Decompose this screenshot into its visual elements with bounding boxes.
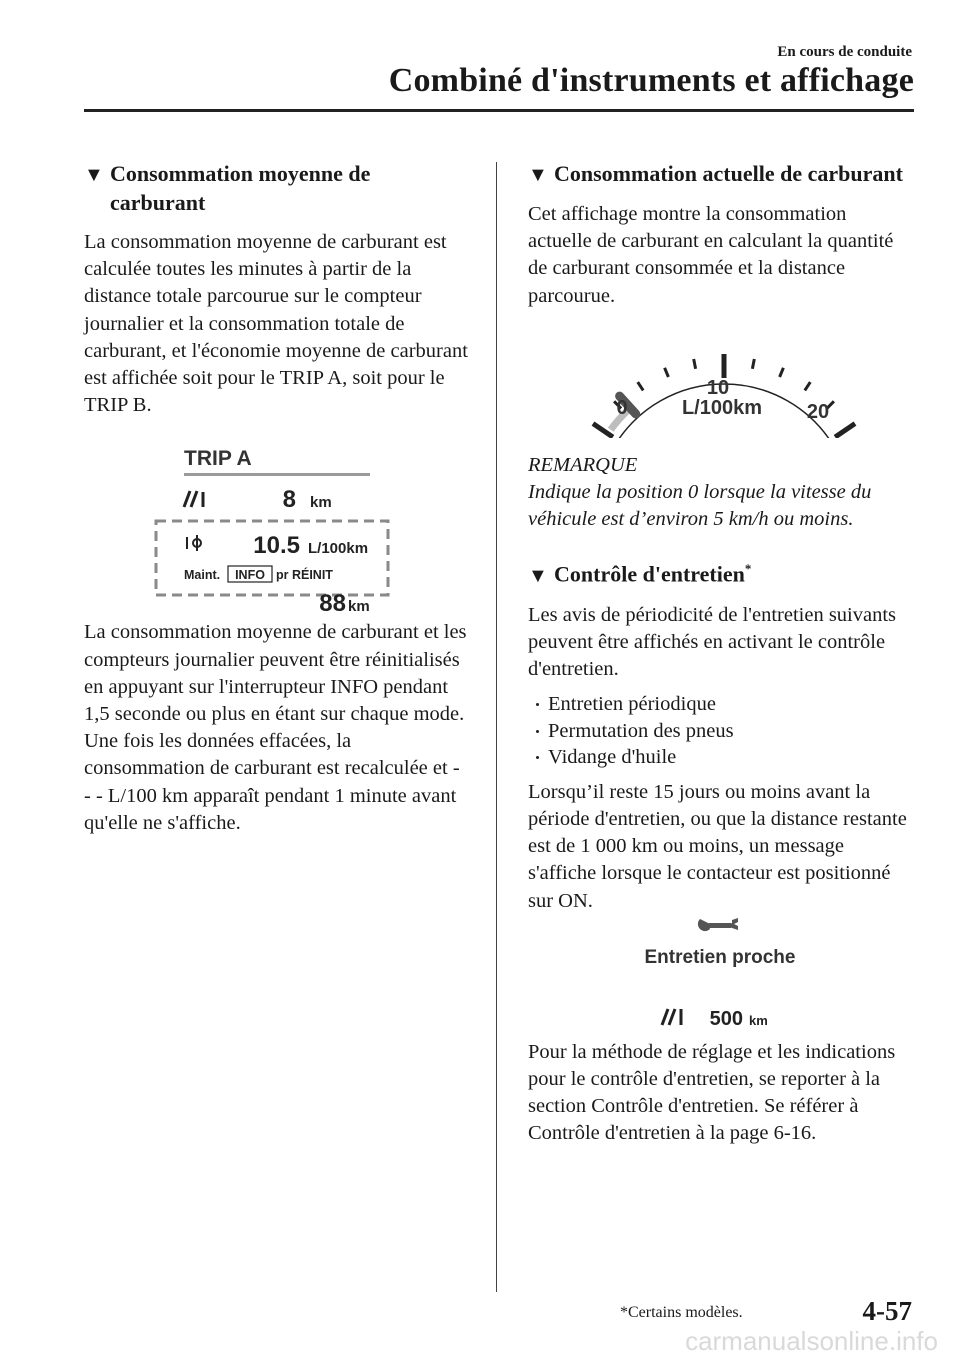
gauge-tick	[780, 368, 784, 377]
gauge-tick	[638, 382, 644, 390]
paragraph-maintenance-reference: Pour la méthode de réglage et les indications pour le contrôle d'entretien, se reporter à la section Contrôle d'entretien. Se référer à Contrôle d'entretien à la page 6-16.	[528, 1040, 896, 1145]
maint-prefix: Maint.	[184, 568, 221, 583]
odometer-value: 88	[319, 590, 346, 614]
fuel-consumption-icon	[187, 535, 201, 551]
consumption-gauge	[528, 322, 914, 438]
gauge-tick	[805, 382, 811, 390]
footnote: *Certains modèles.	[620, 1304, 743, 1321]
trip-distance-unit: km	[310, 494, 332, 512]
trip-display-figure	[84, 433, 470, 613]
info-button-label: INFO	[235, 568, 265, 583]
page-title: Combiné d'instruments et affichage	[388, 62, 914, 99]
remark-title: REMARQUE	[528, 453, 638, 476]
heading-avg-consumption: ▼ Consommation moyenne de carburant	[84, 161, 371, 215]
maintenance-message: Entretien proche	[644, 946, 796, 968]
gauge-tick	[665, 368, 669, 377]
remark-text: Indique la position 0 lorsque la vitesse du véhicule est d’environ 5 km/h ou moins.	[528, 481, 872, 531]
trip-display-illustration	[84, 433, 470, 613]
page-number: 4-57	[862, 1296, 912, 1326]
column-divider	[496, 162, 497, 1292]
trip-meter-icon	[662, 1009, 681, 1025]
trip-distance-value: 8	[282, 486, 296, 514]
trip-underline	[184, 473, 370, 476]
gauge-min-label: 0	[616, 396, 628, 419]
heading-maintenance: ▼ Contrôle d'entretien*	[528, 555, 914, 589]
paragraph-reset-info: La consommation moyenne de carburant et les compteurs journalier peuvent être réinitialisés en appuyant sur l'interrupteur INFO pendant 1,5 seconde ou plus en étant sur chaque mode. Une fois les données effacées, la consommation de carburant est recalculée et - - - L/100 km apparaît pendant 1 minute avant qu'elle ne s'affiche.	[84, 621, 467, 834]
maintenance-list	[528, 691, 914, 771]
consumption-gauge-figure	[528, 322, 914, 438]
avg-consumption-value: 10.5	[253, 532, 300, 560]
triangle-down-icon: ▼	[528, 564, 548, 587]
maintenance-display	[528, 917, 914, 1033]
gauge-unit-label: L/100km	[681, 396, 763, 419]
left-column	[84, 160, 470, 837]
gauge-tick	[752, 359, 754, 369]
gauge-max-label: 20	[806, 400, 830, 423]
odometer-unit: km	[348, 598, 370, 614]
watermark: carmanualsonline.info	[685, 1326, 938, 1356]
paragraph-avg-consumption: La consommation moyenne de carburant est calculée toutes les minutes à partir de la distance totale parcourue sur le compteur journalier et la consommation totale de carburant, et l'économie moyenne de carburant est affichée soit pour le TRIP A, soit pour le TRIP B.	[84, 231, 468, 417]
list-item: Entretien périodique	[528, 691, 914, 718]
triangle-down-icon: ▼	[84, 164, 104, 186]
paragraph-current-consumption: Cet affichage montre la consommation actuelle de carburant en calculant la quantité de carburant consommée et la distance parcourue.	[528, 203, 894, 307]
maintenance-display-figure	[528, 917, 914, 1033]
wrench-icon	[698, 918, 738, 931]
right-column	[528, 160, 914, 1148]
list-item: Vidange d'huile	[528, 744, 914, 771]
gauge-tick	[835, 423, 855, 437]
header-divider	[84, 109, 914, 112]
trip-label: TRIP A	[184, 447, 252, 471]
paragraph-maintenance-message: Lorsqu’il reste 15 jours ou moins avant la période d'entretien, ou que la distance restante est de 1 000 km ou moins, un message s'affiche lorsque le contacteur est positionné sur ON.	[528, 780, 907, 912]
maint-reset-text: pr RÉINIT	[276, 568, 333, 583]
avg-consumption-unit: L/100km	[308, 540, 369, 558]
header-section-label: En cours de conduite	[777, 44, 912, 60]
gauge-mid-label: 10	[706, 376, 730, 399]
maintenance-distance-unit: km	[749, 1012, 768, 1028]
list-item: Permutation des pneus	[528, 718, 914, 745]
paragraph-maintenance-intro: Les avis de périodicité de l'entretien suivants peuvent être affichés en activant le contrôle d'entretien.	[528, 603, 897, 681]
trip-meter-icon	[184, 491, 203, 507]
heading-current-consumption: ▼ Consommation actuelle de carburant	[528, 160, 914, 189]
gauge-tick	[694, 359, 696, 369]
maintenance-distance-value: 500	[709, 1007, 743, 1030]
triangle-down-icon: ▼	[528, 164, 548, 186]
